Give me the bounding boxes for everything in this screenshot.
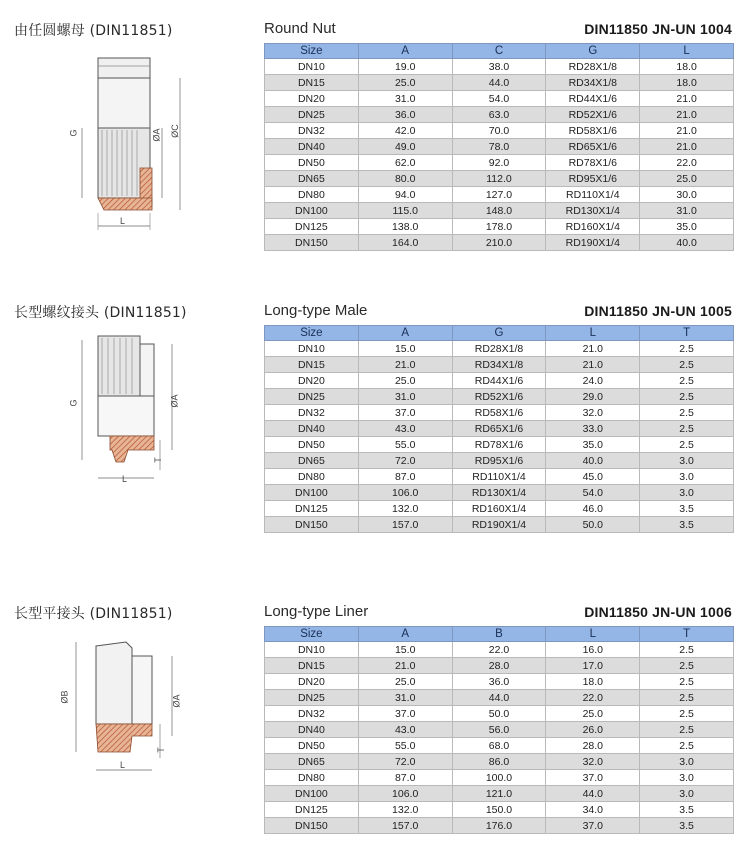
table-cell: 25.0	[358, 75, 452, 91]
round-nut-std-code: DIN11850 JN-UN 1004	[584, 21, 732, 37]
table-cell: 210.0	[452, 235, 546, 251]
table-cell: DN80	[265, 187, 359, 203]
table-cell: 3.5	[640, 818, 734, 834]
table-cell: 22.0	[452, 642, 546, 658]
table-row	[265, 818, 734, 834]
table-cell: 2.5	[640, 706, 734, 722]
table-cell: DN150	[265, 235, 359, 251]
table-cell: 15.0	[358, 642, 452, 658]
table-cell: 40.0	[546, 453, 640, 469]
table-cell: 56.0	[452, 722, 546, 738]
table-cell: 44.0	[452, 690, 546, 706]
table-cell: 2.5	[640, 389, 734, 405]
table-cell: 2.5	[640, 658, 734, 674]
table-cell: 37.0	[358, 706, 452, 722]
table-cell: 18.0	[546, 674, 640, 690]
long-male-en-title: Long-type Male	[264, 302, 368, 319]
table-cell: DN32	[265, 405, 359, 421]
table-cell: 36.0	[452, 674, 546, 690]
table-cell: RD52X1/6	[546, 107, 640, 123]
long-male-std-code: DIN11850 JN-UN 1005	[584, 303, 732, 319]
table-cell: DN20	[265, 674, 359, 690]
table-cell: 21.0	[546, 341, 640, 357]
table-cell: 44.0	[452, 75, 546, 91]
table-row	[265, 690, 734, 706]
long-liner-label-l: L	[120, 760, 126, 770]
long-liner-en-title: Long-type Liner	[264, 603, 369, 620]
table-cell: 127.0	[452, 187, 546, 203]
round-nut-en-title: Round Nut	[264, 20, 336, 37]
table-cell: DN100	[265, 786, 359, 802]
table-cell: 2.5	[640, 421, 734, 437]
table-cell: DN40	[265, 421, 359, 437]
table-cell: DN25	[265, 107, 359, 123]
table-cell: 32.0	[546, 754, 640, 770]
table-cell: 25.0	[358, 674, 452, 690]
table-cell: RD110X1/4	[452, 469, 546, 485]
table-cell: DN125	[265, 802, 359, 818]
table-row	[265, 722, 734, 738]
column-header: A	[358, 326, 452, 341]
table-cell: RD28X1/8	[546, 59, 640, 75]
table-cell: DN65	[265, 171, 359, 187]
table-cell: 45.0	[546, 469, 640, 485]
table-cell: 29.0	[546, 389, 640, 405]
table-cell: DN125	[265, 219, 359, 235]
table-cell: DN150	[265, 818, 359, 834]
table-row	[265, 786, 734, 802]
table-cell: 2.5	[640, 690, 734, 706]
long-male-label-l: L	[122, 474, 128, 484]
long-liner-label-t: T	[155, 747, 166, 753]
table-cell: DN10	[265, 59, 359, 75]
table-cell: 3.0	[640, 485, 734, 501]
table-cell: 55.0	[358, 437, 452, 453]
long-male-label-t: T	[152, 457, 163, 463]
table-cell: RD130X1/4	[452, 485, 546, 501]
table-cell: 78.0	[452, 139, 546, 155]
table-cell: 21.0	[358, 658, 452, 674]
table-cell: RD160X1/4	[546, 219, 640, 235]
table-cell: 25.0	[640, 171, 734, 187]
table-cell: DN50	[265, 155, 359, 171]
table-cell: 28.0	[452, 658, 546, 674]
table-cell: 21.0	[640, 139, 734, 155]
table-cell: 31.0	[358, 389, 452, 405]
table-cell: 34.0	[546, 802, 640, 818]
table-header-row	[265, 627, 734, 642]
table-cell: 121.0	[452, 786, 546, 802]
table-cell: 54.0	[452, 91, 546, 107]
table-cell: DN65	[265, 754, 359, 770]
table-row	[265, 706, 734, 722]
table-cell: 19.0	[358, 59, 452, 75]
table-cell: RD110X1/4	[546, 187, 640, 203]
table-cell: 43.0	[358, 421, 452, 437]
table-row	[265, 802, 734, 818]
table-cell: 3.0	[640, 770, 734, 786]
table-cell: 72.0	[358, 754, 452, 770]
column-header: B	[452, 627, 546, 642]
table-cell: 3.5	[640, 802, 734, 818]
round-nut-label-a: ØA	[151, 128, 162, 142]
table-cell: 80.0	[358, 171, 452, 187]
table-cell: 3.0	[640, 786, 734, 802]
table-cell: 36.0	[358, 107, 452, 123]
table-cell: DN125	[265, 501, 359, 517]
table-cell: 38.0	[452, 59, 546, 75]
table-cell: 25.0	[358, 373, 452, 389]
long-liner-label-a: ØA	[171, 694, 182, 708]
table-row	[265, 642, 734, 658]
long-liner-label-b: ØB	[59, 690, 70, 704]
table-cell: RD95X1/6	[546, 171, 640, 187]
table-cell: 49.0	[358, 139, 452, 155]
table-cell: 2.5	[640, 642, 734, 658]
table-cell: 148.0	[452, 203, 546, 219]
table-cell: 21.0	[640, 91, 734, 107]
column-header: C	[452, 44, 546, 59]
long-liner-cn-title: 长型平接头 (DIN11851)	[14, 606, 173, 622]
column-header: A	[358, 44, 452, 59]
table-cell: 40.0	[640, 235, 734, 251]
table-cell: 2.5	[640, 405, 734, 421]
table-row	[265, 770, 734, 786]
table-cell: 15.0	[358, 341, 452, 357]
table-row	[265, 738, 734, 754]
table-cell: 33.0	[546, 421, 640, 437]
table-cell: 87.0	[358, 770, 452, 786]
table-cell: 25.0	[546, 706, 640, 722]
table-cell: 31.0	[640, 203, 734, 219]
table-cell: DN32	[265, 123, 359, 139]
table-cell: 3.5	[640, 517, 734, 533]
long-liner-table	[264, 626, 734, 834]
table-cell: RD130X1/4	[546, 203, 640, 219]
table-cell: 31.0	[358, 91, 452, 107]
table-cell: DN50	[265, 738, 359, 754]
table-cell: 164.0	[358, 235, 452, 251]
table-cell: DN10	[265, 341, 359, 357]
table-cell: RD28X1/8	[452, 341, 546, 357]
table-cell: DN15	[265, 658, 359, 674]
table-cell: DN100	[265, 203, 359, 219]
table-cell: DN40	[265, 139, 359, 155]
table-cell: 46.0	[546, 501, 640, 517]
table-cell: DN25	[265, 690, 359, 706]
column-header: Size	[265, 326, 359, 341]
table-cell: DN65	[265, 453, 359, 469]
long-liner-drawing	[60, 628, 200, 788]
table-cell: 37.0	[358, 405, 452, 421]
long-male-cn-title: 长型螺纹接头 (DIN11851)	[14, 305, 187, 321]
table-cell: 68.0	[452, 738, 546, 754]
column-header: G	[452, 326, 546, 341]
table-cell: 21.0	[358, 357, 452, 373]
column-header: Size	[265, 627, 359, 642]
table-cell: 24.0	[546, 373, 640, 389]
table-cell: 22.0	[640, 155, 734, 171]
table-cell: DN50	[265, 437, 359, 453]
column-header: Size	[265, 44, 359, 59]
table-cell: RD58X1/6	[546, 123, 640, 139]
long-liner-std-code: DIN11850 JN-UN 1006	[584, 604, 732, 620]
table-row	[265, 658, 734, 674]
long-male-label-a: ØA	[169, 394, 180, 408]
table-cell: 94.0	[358, 187, 452, 203]
table-cell: RD34X1/8	[546, 75, 640, 91]
table-cell: RD44X1/6	[546, 91, 640, 107]
table-cell: RD65X1/6	[452, 421, 546, 437]
table-cell: RD44X1/6	[452, 373, 546, 389]
table-cell: DN150	[265, 517, 359, 533]
table-cell: RD34X1/8	[452, 357, 546, 373]
table-cell: RD58X1/6	[452, 405, 546, 421]
table-cell: 72.0	[358, 453, 452, 469]
column-header: T	[640, 627, 734, 642]
table-cell: 115.0	[358, 203, 452, 219]
table-row	[265, 754, 734, 770]
table-cell: 3.0	[640, 453, 734, 469]
table-cell: 55.0	[358, 738, 452, 754]
table-cell: 157.0	[358, 517, 452, 533]
long-male-label-g: G	[68, 399, 79, 407]
table-cell: 132.0	[358, 501, 452, 517]
column-header: L	[640, 44, 734, 59]
table-cell: 106.0	[358, 786, 452, 802]
table-cell: 3.0	[640, 469, 734, 485]
table-cell: RD65X1/6	[546, 139, 640, 155]
column-header: A	[358, 627, 452, 642]
table-cell: 50.0	[452, 706, 546, 722]
table-cell: 3.5	[640, 501, 734, 517]
table-cell: 2.5	[640, 373, 734, 389]
table-cell: DN15	[265, 357, 359, 373]
table-cell: 62.0	[358, 155, 452, 171]
table-cell: 112.0	[452, 171, 546, 187]
table-cell: 21.0	[546, 357, 640, 373]
table-cell: DN15	[265, 75, 359, 91]
table-cell: DN80	[265, 469, 359, 485]
table-cell: DN80	[265, 770, 359, 786]
table-cell: 42.0	[358, 123, 452, 139]
table-cell: 37.0	[546, 770, 640, 786]
column-header: L	[546, 627, 640, 642]
table-cell: 18.0	[640, 75, 734, 91]
table-cell: 3.0	[640, 754, 734, 770]
table-cell: 92.0	[452, 155, 546, 171]
table-cell: 176.0	[452, 818, 546, 834]
table-cell: 2.5	[640, 722, 734, 738]
table-cell: 87.0	[358, 469, 452, 485]
table-cell: 2.5	[640, 437, 734, 453]
table-row	[265, 674, 734, 690]
table-cell: 2.5	[640, 738, 734, 754]
column-header: T	[640, 326, 734, 341]
table-cell: 2.5	[640, 341, 734, 357]
table-cell: RD160X1/4	[452, 501, 546, 517]
table-cell: DN10	[265, 642, 359, 658]
table-cell: 28.0	[546, 738, 640, 754]
table-cell: 21.0	[640, 107, 734, 123]
table-cell: 178.0	[452, 219, 546, 235]
table-cell: 37.0	[546, 818, 640, 834]
table-cell: RD190X1/4	[546, 235, 640, 251]
table-cell: 138.0	[358, 219, 452, 235]
table-cell: 106.0	[358, 485, 452, 501]
table-cell: 132.0	[358, 802, 452, 818]
table-cell: 17.0	[546, 658, 640, 674]
table-cell: DN40	[265, 722, 359, 738]
table-cell: 31.0	[358, 690, 452, 706]
table-cell: 44.0	[546, 786, 640, 802]
table-cell: DN25	[265, 389, 359, 405]
table-cell: DN32	[265, 706, 359, 722]
table-cell: 43.0	[358, 722, 452, 738]
table-cell: 50.0	[546, 517, 640, 533]
table-cell: 26.0	[546, 722, 640, 738]
table-cell: 63.0	[452, 107, 546, 123]
table-cell: RD78X1/6	[452, 437, 546, 453]
table-cell: 35.0	[640, 219, 734, 235]
round-nut-label-c: ØC	[169, 124, 180, 138]
table-cell: 150.0	[452, 802, 546, 818]
table-cell: RD190X1/4	[452, 517, 546, 533]
table-cell: 2.5	[640, 357, 734, 373]
table-cell: 54.0	[546, 485, 640, 501]
table-cell: 21.0	[640, 123, 734, 139]
table-cell: 157.0	[358, 818, 452, 834]
round-nut-cn-title: 由任圆螺母 (DIN11851)	[14, 23, 173, 39]
round-nut-label-l: L	[120, 216, 126, 226]
column-header: L	[546, 326, 640, 341]
table-cell: DN20	[265, 91, 359, 107]
table-cell: 22.0	[546, 690, 640, 706]
table-cell: RD78X1/6	[546, 155, 640, 171]
table-cell: 70.0	[452, 123, 546, 139]
table-cell: 86.0	[452, 754, 546, 770]
round-nut-label-g: G	[68, 129, 79, 137]
table-cell: 2.5	[640, 674, 734, 690]
table-cell: DN20	[265, 373, 359, 389]
table-cell: 30.0	[640, 187, 734, 203]
table-cell: DN100	[265, 485, 359, 501]
column-header: G	[546, 44, 640, 59]
table-cell: 16.0	[546, 642, 640, 658]
table-cell: RD52X1/6	[452, 389, 546, 405]
table-cell: 18.0	[640, 59, 734, 75]
table-cell: 35.0	[546, 437, 640, 453]
table-cell: RD95X1/6	[452, 453, 546, 469]
table-cell: 32.0	[546, 405, 640, 421]
table-cell: 100.0	[452, 770, 546, 786]
